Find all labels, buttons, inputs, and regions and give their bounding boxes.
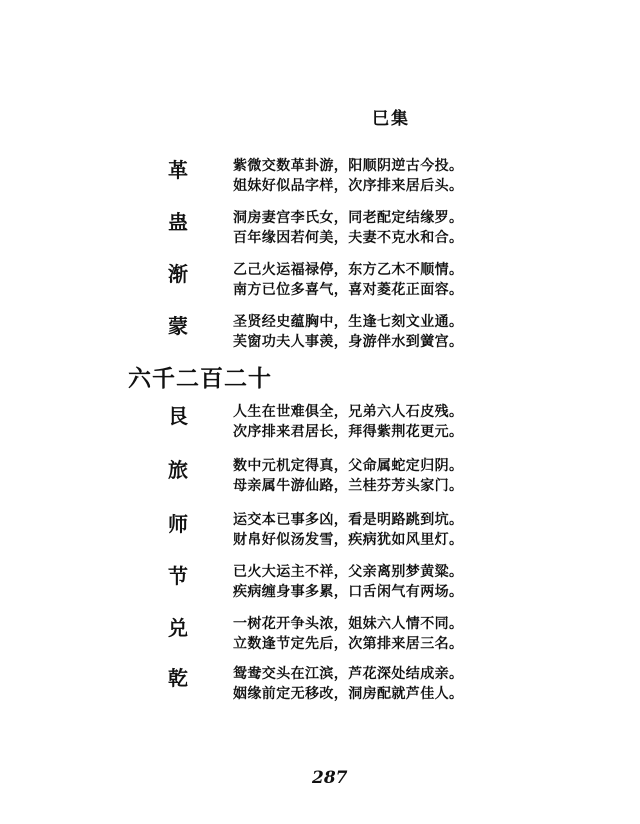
- hexagram-name: 节: [168, 564, 188, 588]
- verse-line: 百年缘因若何美，夫妻不克水和合。: [233, 230, 464, 246]
- verse-entry: [0, 562, 640, 612]
- verse-line: 次序排来君居长，拜得紫荆花更元。: [233, 424, 464, 440]
- hexagram-name: 兑: [168, 616, 188, 640]
- hexagram-name: 旅: [168, 458, 188, 482]
- verse-text: [233, 664, 463, 704]
- verse-line: 数中元机定得真，父命属蛇定归阴。: [233, 458, 464, 474]
- verse-line: 姐妹好似品字样，次序排来居后头。: [233, 178, 464, 194]
- verse-entry: [0, 312, 640, 362]
- verse-text: [233, 456, 463, 496]
- verse-line: 圣贤经史蕴胸中，生逢七刻文业通。: [233, 314, 464, 330]
- verse-entry: [0, 664, 640, 714]
- verse-line: 立数逢节定先后，次第排来居三名。: [233, 636, 464, 652]
- section-title: 六千二百二十: [128, 365, 272, 392]
- verse-entry: [0, 156, 640, 206]
- verse-entry: [0, 510, 640, 560]
- verse-entry: [0, 402, 640, 452]
- verse-text: [233, 260, 463, 300]
- page-number: 287: [312, 768, 348, 788]
- verse-line: 洞房妻宫李氏女，同老配定结缘罗。: [233, 210, 464, 226]
- verse-entry: [0, 208, 640, 258]
- hexagram-name: 艮: [168, 404, 188, 428]
- hexagram-name: 乾: [168, 666, 188, 690]
- hexagram-name: 师: [168, 512, 188, 536]
- verse-line: 鸳鸯交头在江滨，芦花深处结成亲。: [233, 666, 464, 682]
- volume-header: 巳集: [372, 109, 410, 129]
- hexagram-name: 蛊: [168, 210, 188, 234]
- verse-line: 疾病缠身事多累，口舌闲气有两场。: [233, 584, 464, 600]
- verse-line: 母亲属牛游仙路，兰桂芬芳头家门。: [233, 478, 464, 494]
- verse-line: 已火大运主不祥，父亲离别梦黄粱。: [233, 564, 464, 580]
- verse-entry: [0, 260, 640, 310]
- verse-line: 人生在世难俱全，兄弟六人石皮残。: [233, 404, 464, 420]
- verse-line: 乙己火运福禄停，东方乙木不顺情。: [233, 262, 464, 278]
- verse-text: [233, 208, 463, 248]
- verse-line: 一树花开争头浓，姐妹六人情不同。: [233, 616, 464, 632]
- hexagram-name: 革: [168, 158, 188, 182]
- verse-text: [233, 510, 463, 550]
- verse-entry: [0, 456, 640, 506]
- verse-text: [233, 402, 463, 442]
- verse-line: 紫微交数革卦游，阳顺阴逆古今投。: [233, 158, 464, 174]
- verse-line: 芙窗功夫人事羡，身游伴水到黉宫。: [233, 334, 464, 350]
- hexagram-name: 渐: [168, 262, 188, 286]
- verse-text: [233, 312, 463, 352]
- verse-text: [233, 562, 463, 602]
- verse-text: [233, 156, 463, 196]
- verse-line: 南方已位多喜气，喜对菱花正面容。: [233, 282, 464, 298]
- verse-line: 姻缘前定无移改，洞房配就芦佳人。: [233, 686, 464, 702]
- verse-line: 运交本已事多凶，看是明路跳到坑。: [233, 512, 464, 528]
- verse-entry: [0, 614, 640, 664]
- hexagram-name: 蒙: [168, 314, 188, 338]
- verse-line: 财帛好似汤发雪，疾病犹如风里灯。: [233, 532, 464, 548]
- verse-text: [233, 614, 463, 654]
